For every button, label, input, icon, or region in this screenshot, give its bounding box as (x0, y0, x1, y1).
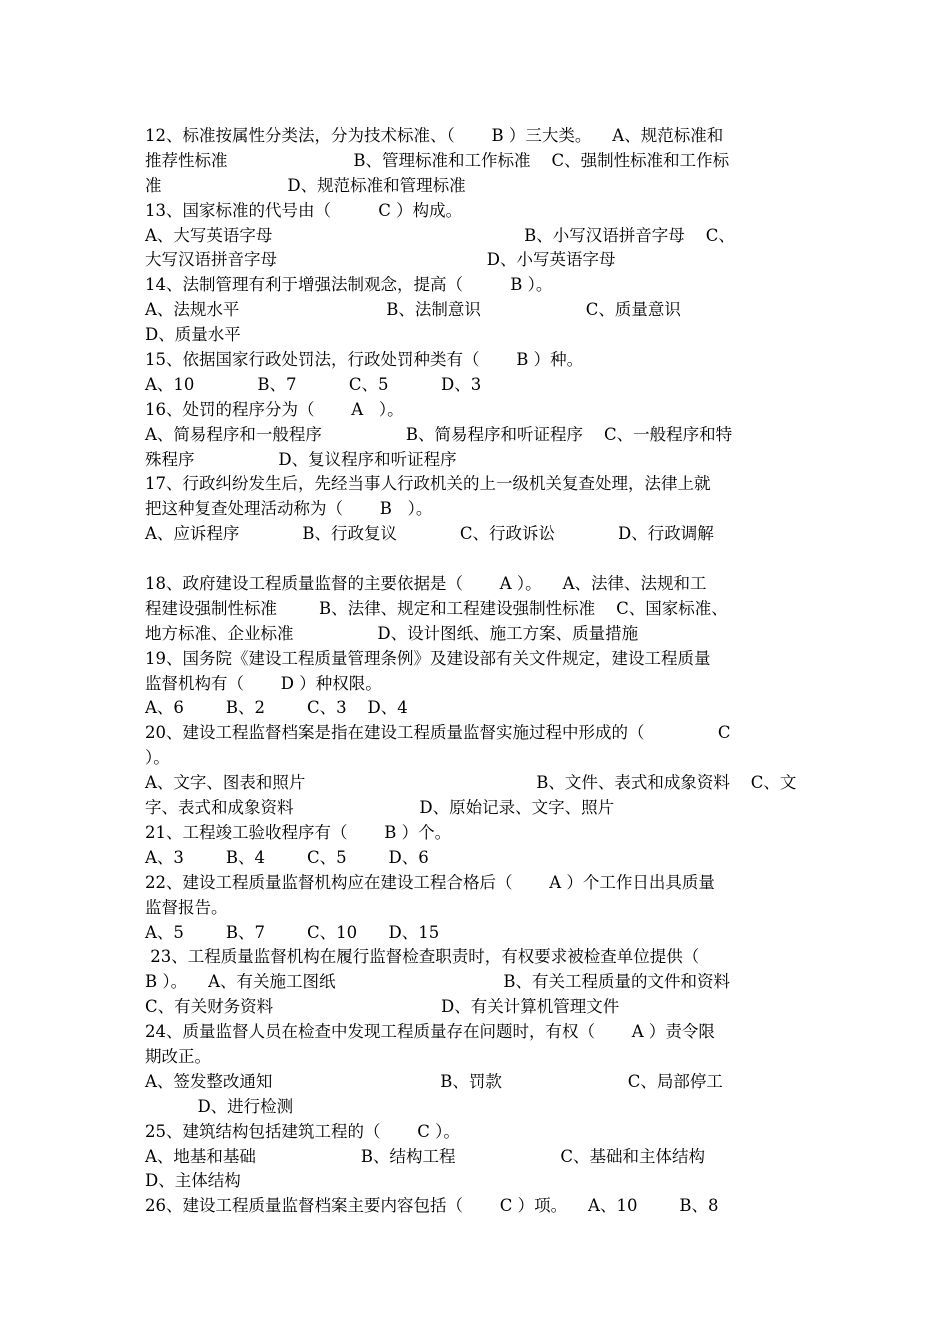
text-line: 20、建设工程监督档案是指在建设工程质量监督实施过程中形成的（ C (145, 723, 731, 743)
text-line: 19、国务院《建设工程质量管理条例》及建设部有关文件规定，建设工程质量 (145, 648, 711, 668)
text-line: A、法规水平 B、法制意识 C、质量意识 (145, 300, 681, 320)
text-line: 期改正。 (145, 1046, 211, 1066)
text-line: 21、工程竣工验收程序有（ B ）个。 (145, 822, 452, 842)
text-line: 26、建设工程质量监督档案主要内容包括（ C ）项。 A、10 B、8 (145, 1196, 719, 1216)
text-line: A、应诉程序 B、行政复议 C、行政诉讼 D、行政调解 (145, 524, 714, 544)
text-line: D、进行检测 (145, 1096, 294, 1116)
text-line: 15、依据国家行政处罚法，行政处罚种类有（ B ）种。 (145, 350, 584, 370)
text-line: 监督报告。 (145, 897, 228, 917)
text-line: ）。 (145, 748, 170, 768)
text-line: 大写汉语拼音字母 D、小写英语字母 (145, 250, 616, 270)
text-line: 监督机构有（ D ）种权限。 (145, 673, 382, 693)
text-line: 25、建筑结构包括建筑工程的（ C ）。 (145, 1121, 460, 1141)
blank-line (145, 547, 809, 572)
text-line: 22、建设工程质量监督机构应在建设工程合格后（ A ）个工作日出具质量 (145, 872, 715, 892)
text-line: 12、标准按属性分类法，分为技术标准、（ B ）三大类。 A、规范标准和 (145, 126, 724, 145)
text-line: 16、处罚的程序分为（ A ）。 (145, 399, 404, 419)
text-line: 准 D、规范标准和管理标准 (145, 175, 466, 195)
text-line: C、有关财务资料 D、有关计算机管理文件 (145, 997, 620, 1017)
text-line: A、简易程序和一般程序 B、简易程序和听证程序 C、一般程序和特 (145, 424, 733, 444)
text-line: D、质量水平 (145, 325, 241, 345)
text-line: B ）。 A、有关施工图纸 B、有关工程质量的文件和资料 (145, 972, 730, 992)
text-line: 推荐性标准 B、管理标准和工作标准 C、强制性标准和工作标 (145, 150, 730, 170)
text-line: 23、工程质量监督机构在履行监督检查职责时，有权要求被检查单位提供（ (145, 947, 700, 967)
text-line: 程建设强制性标准 B、法律、规定和工程建设强制性标准 C、国家标准、 (145, 598, 728, 618)
text-line: 把这种复查处理活动称为（ B ）。 (145, 499, 433, 519)
text-line: D、主体结构 (145, 1171, 241, 1191)
text-line: A、10 B、7 C、5 D、3 (145, 374, 482, 394)
text-line: 17、行政纠纷发生后，先经当事人行政机关的上一级机关复查处理，法律上就 (145, 474, 711, 494)
text-line: A、文字、图表和照片 B、文件、表式和成象资料 C、文 (145, 773, 797, 793)
text-line: A、地基和基础 B、结构工程 C、基础和主体结构 (145, 1146, 705, 1166)
text-line: 地方标准、企业标准 D、设计图纸、施工方案、质量措施 (145, 623, 639, 643)
text-line: 24、质量监督人员在检查中发现工程质量存在问题时，有权（ A ）责令限 (145, 1022, 715, 1042)
text-line: A、签发整改通知 B、罚款 C、局部停工 (145, 1071, 723, 1091)
text-line: 殊程序 D、复议程序和听证程序 (145, 449, 457, 469)
text-line: A、大写英语字母 B、小写汉语拼音字母 C、 (145, 225, 735, 245)
text-line: 13、国家标准的代号由（ C ）构成。 (145, 200, 463, 220)
document-body (145, 124, 809, 1219)
text-line: A、6 B、2 C、3 D、4 (145, 698, 408, 718)
text-line: 14、法制管理有利于增强法制观念，提高（ B ）。 (145, 275, 553, 295)
text-line: 18、政府建设工程质量监督的主要依据是（ A ）。 A、法律、法规和工 (145, 574, 707, 594)
text-line: 字、表式和成象资料 D、原始记录、文字、照片 (145, 798, 615, 818)
text-line: A、5 B、7 C、10 D、15 (145, 922, 440, 942)
text-line: A、3 B、4 C、5 D、6 (145, 847, 429, 867)
